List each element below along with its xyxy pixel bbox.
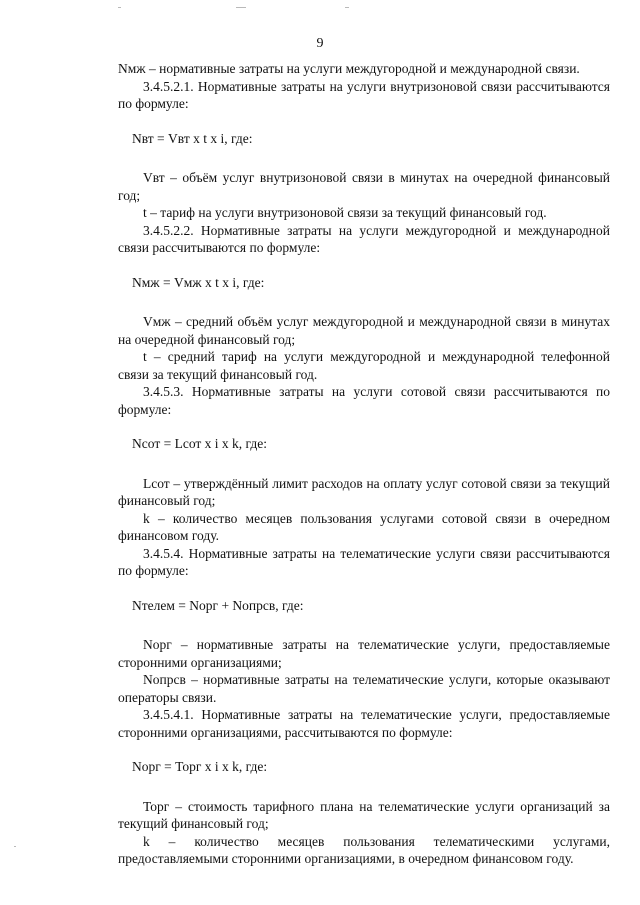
paragraph-definition: Vвт – объём услуг внутризоновой связи в минутах на очередной финансовый год; (118, 170, 610, 203)
document-body (118, 60, 610, 868)
paragraph-clause: 3.4.5.4.1. Нормативные затраты на телематические услуги, предоставляемые сторонними организациями, рассчитываются по формуле: (118, 707, 610, 740)
paragraph-clause: 3.4.5.4. Нормативные затраты на телематические услуги связи рассчитываются по формуле: (118, 545, 610, 578)
paragraph-definition: k – количество месяцев пользования услугами сотовой связи в очередном финансовом году. (118, 510, 610, 543)
formula: Nвт = Vвт x t x i, где: (132, 130, 253, 146)
paragraph-definition: Nмж – нормативные затраты на услуги междугородной и международной связи. (118, 61, 580, 76)
paragraph-clause: 3.4.5.2.2. Нормативные затраты на услуги междугородной и международной связи рассчитываются по формуле: (118, 222, 610, 255)
scan-artifact (118, 7, 121, 8)
paragraph-clause: 3.4.5.2.1. Нормативные затраты на услуги внутризоновой связи рассчитываются по формуле: (118, 78, 610, 111)
paragraph-definition: t – средний тариф на услуги междугородной и международной телефонной связи за текущий финансовый год. (118, 349, 610, 382)
paragraph-definition: t – тариф на услуги внутризоновой связи за текущий финансовый год. (143, 205, 547, 220)
page-number: 9 (316, 36, 324, 51)
scan-artifact (345, 7, 349, 8)
formula: Nмж = Vмж x t x i, где: (132, 274, 265, 290)
paragraph-definition: Vмж – средний объём услуг междугородной и международной связи в минутах на очередной финансовый год; (118, 314, 610, 347)
paragraph-clause: 3.4.5.3. Нормативные затраты на услуги сотовой связи рассчитываются по формуле: (118, 384, 610, 417)
paragraph-definition: Nопрсв – нормативные затраты на телематические услуги, которые оказывают операторы связи. (118, 672, 610, 705)
paragraph-definition: Торг – стоимость тарифного плана на телематические услуги организаций за текущий финансовый год; (118, 798, 610, 831)
paragraph-definition: Lсот – утверждённый лимит расходов на оплату услуг сотовой связи за текущий финансовый год; (118, 475, 610, 508)
formula: Nтелем = Nорг + Nопрсв, где: (132, 597, 304, 613)
formula: Nорг = Торг x i x k, где: (132, 759, 268, 774)
paragraph-definition: k – количество месяцев пользования телематическими услугами, предоставляемыми сторонними организациями, в очередном финансовом году. (118, 833, 610, 866)
scan-artifact (14, 846, 16, 847)
scan-artifact (236, 7, 246, 8)
formula: Nсот = Lсот x i x k, где: (132, 436, 268, 451)
paragraph-definition: Nорг – нормативные затраты на телематические услуги, предоставляемые сторонними организациями; (118, 637, 610, 670)
